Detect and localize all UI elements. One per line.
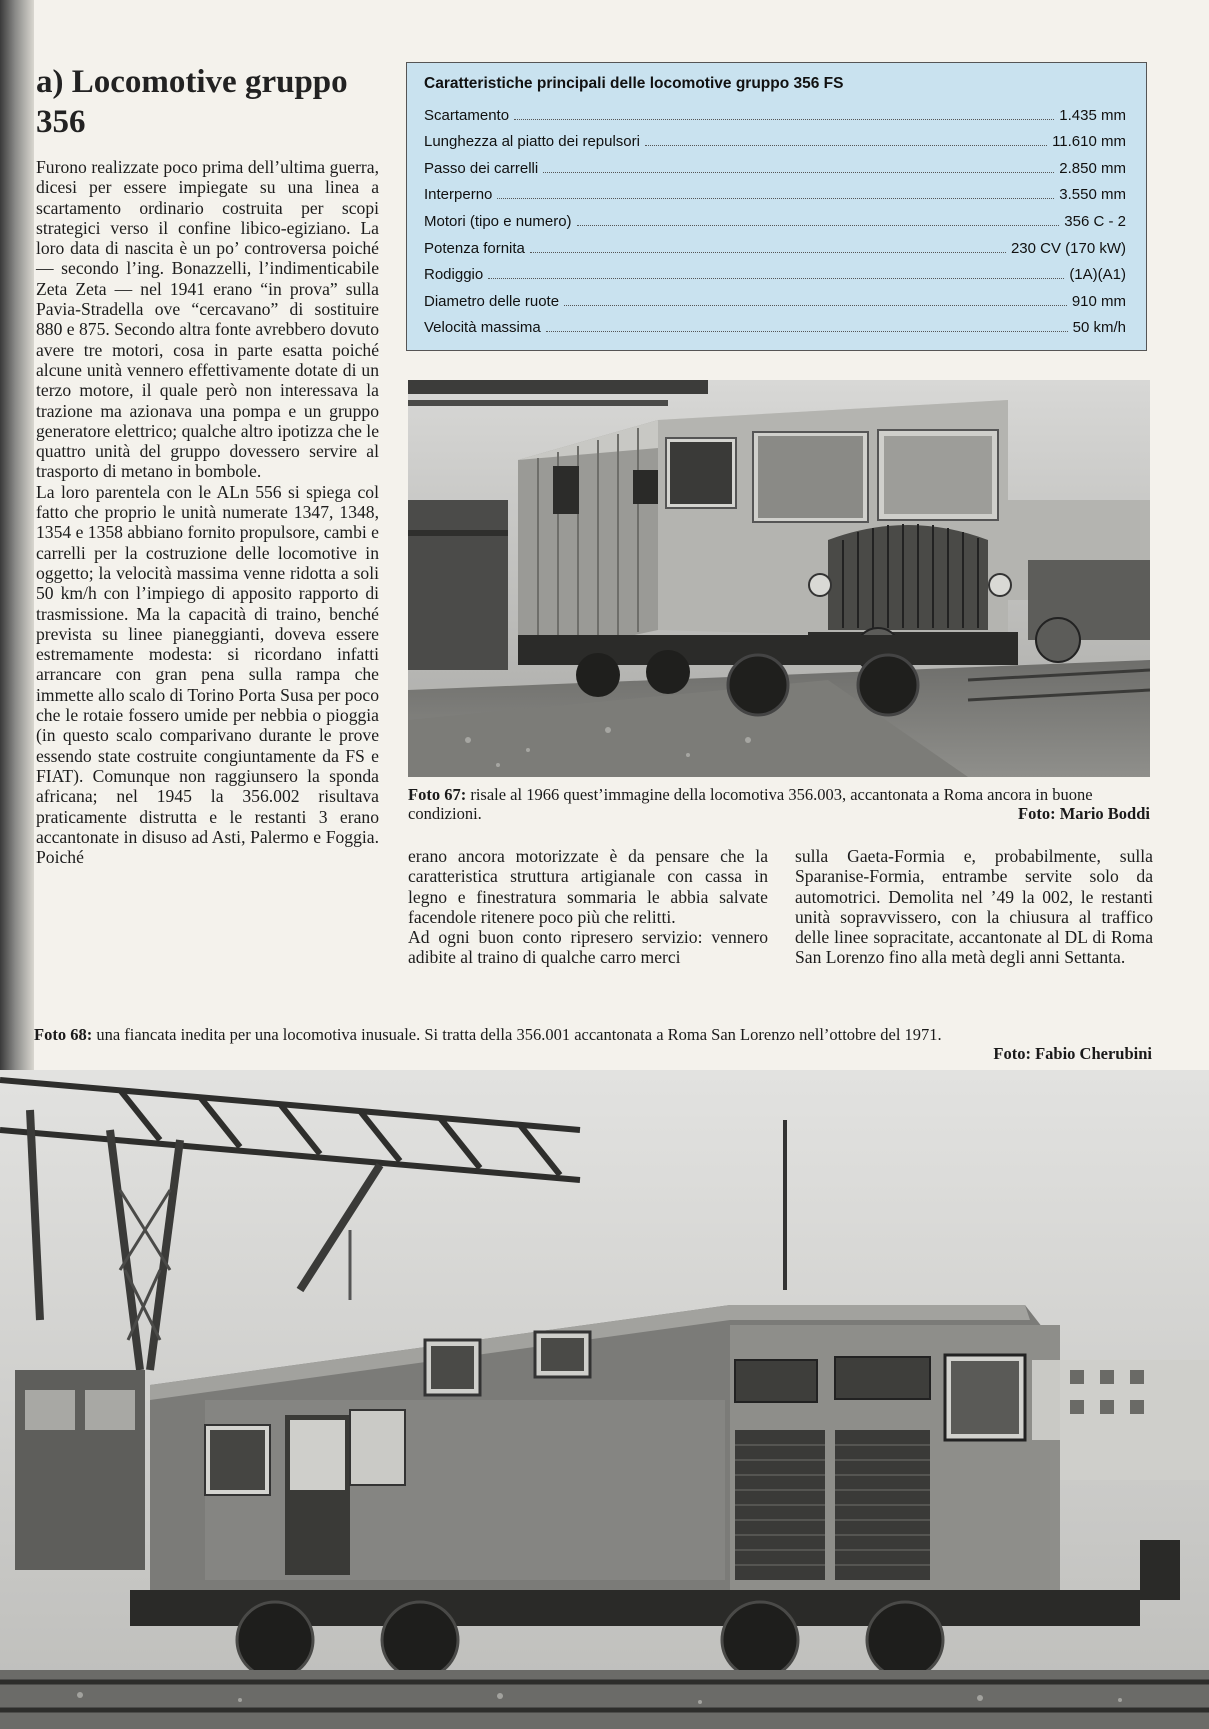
photo-caption-67 xyxy=(408,786,1150,823)
text-column-3 xyxy=(795,846,1153,968)
paragraph: Furono realizzate poco prima dell’ultima guerra, dicesi per essere impiegate su una linea a scartamento ordinario costruita per scopi strategici verso il confine libico-egiziano. La loro data di nascita è un po’ controversa poiché — secondo l’ing. Bonazzelli, l’indimenticabile Zeta Zeta — nel 1941 erano “in prova” sulla Pavia-Stradella ove “cercavano” di sostituire 880 e 875. Secondo altra fonte avrebbero dovuto avere tre motori, cosa in parte esatta poiché alcune unità vennero effettivamente dotate di un terzo motore, il quale però non interessava la trazione ma azionava una pompa e un gruppo generatore elettrico; qualche altro ipotizza che le quattro unità del gruppo dovessero servire al trasporto di metano in bombole. xyxy=(36,157,379,482)
spec-value: 230 CV (170 kW) xyxy=(1010,239,1126,257)
section-title: a) Locomotive gruppo 356 xyxy=(36,64,348,140)
spec-label: Velocità massima xyxy=(424,319,541,337)
spec-row xyxy=(424,283,1126,310)
spec-row xyxy=(424,124,1126,151)
spec-table xyxy=(406,62,1147,351)
spec-value: 910 mm xyxy=(1071,292,1126,310)
spec-value: 11.610 mm xyxy=(1052,133,1126,151)
spec-value: 50 km/h xyxy=(1072,319,1126,337)
spec-row xyxy=(424,203,1126,230)
spec-label: Potenza fornita xyxy=(424,239,525,257)
text-column-1 xyxy=(36,157,379,867)
caption-label: Foto 67: xyxy=(408,785,467,804)
caption-label: Foto 68: xyxy=(34,1025,93,1044)
spec-label: Rodiggio xyxy=(424,266,484,284)
spec-row xyxy=(424,150,1126,177)
spec-value: 2.850 mm xyxy=(1059,159,1126,177)
spec-label: Diametro delle ruote xyxy=(424,292,560,310)
caption-text: una fiancata inedita per una locomotiva inusuale. Si tratta della 356.001 accantonata a Roma San Lorenzo nell’ottobre del 1971. xyxy=(92,1025,942,1044)
spec-table-title: Caratteristiche principali delle locomotive gruppo 356 FS xyxy=(424,75,844,92)
spec-row xyxy=(424,257,1126,284)
text-column-2 xyxy=(408,846,768,968)
paragraph: sulla Gaeta-Formia e, probabilmente, sulla Sparanise-Formia, entrambe servite solo da automotrici. Demolita nel ’49 la 002, le restanti unità sopravvissero, con la chiusura al traffico delle linee sopracitate, accantonate al DL di Roma San Lorenzo fino alla metà degli anni Settanta. xyxy=(795,846,1153,968)
spec-value: (1A)(A1) xyxy=(1069,266,1126,284)
spec-label: Passo dei carrelli xyxy=(424,159,539,177)
photo-caption-68 xyxy=(34,1026,1152,1063)
spec-label: Interperno xyxy=(424,186,493,204)
spec-value: 1.435 mm xyxy=(1059,106,1126,124)
photo-credit: Foto: Fabio Cherubini xyxy=(993,1043,1152,1063)
paragraph: La loro parentela con le ALn 556 si spiega col fatto che proprio le unità numerate 1347, 1348, 1354 e 1358 abbiano fornito propulsore, cambi e carrelli per la costruzione delle locomotive in oggetto; la velocità massima venne ridotta a soli 50 km/h con l’impiego di apposito rapporto di trasmissione. Ma la capacità di traino, benché prevista su linee pianeggianti, doveva essere estremamente modesta: si ricordano infatti arrancare con gran pena sulla rampa che immette allo scalo di Torino Porta Susa per poco che le rotaie fossero umide per nebbia o pioggia (in questo scalo comparivano durante le prove essendo state costruite congiuntamente da FS e FIAT). Comunque non raggiunsero la sponda africana; nel 1945 la 356.002 risultava praticamente distrutta e le restanti 3 erano accantonate in disuso ad Asti, Palermo e Foggia. Poiché xyxy=(36,481,379,868)
spec-label: Lunghezza al piatto dei repulsori xyxy=(424,133,640,151)
photo-locomotive-356-003 xyxy=(408,380,1150,777)
caption-text: risale al 1966 quest’immagine della locomotiva 356.003, accantonata a Roma ancora in buone condizioni. xyxy=(408,785,1093,823)
photo-locomotive-356-001 xyxy=(0,1070,1209,1729)
spec-label: Motori (tipo e numero) xyxy=(424,212,572,230)
paragraph: Ad ogni buon conto ripresero servizio: vennero adibite al traino di qualche carro merci xyxy=(408,927,768,968)
spec-row xyxy=(424,310,1126,337)
spec-value: 3.550 mm xyxy=(1059,186,1126,204)
spec-value: 356 C - 2 xyxy=(1064,212,1126,230)
spec-row xyxy=(424,97,1126,124)
spec-label: Scartamento xyxy=(424,106,510,124)
paragraph: erano ancora motorizzate è da pensare che la caratteristica struttura artigianale con cassa in legno e finestratura sommaria le abbia salvate facendole ritenere poco più che relitti. xyxy=(408,846,768,927)
spec-row xyxy=(424,230,1126,257)
photo-credit: Foto: Mario Boddi xyxy=(1018,803,1150,823)
spec-row xyxy=(424,177,1126,204)
